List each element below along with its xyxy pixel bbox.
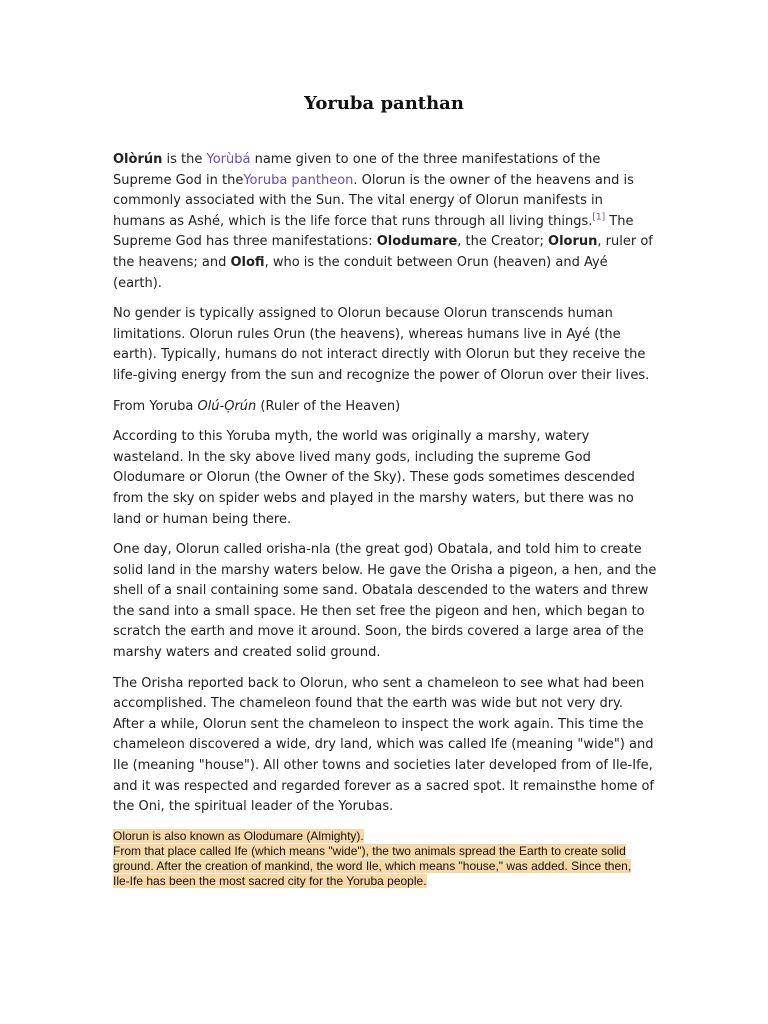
- text-run: (Ruler of the Heaven): [256, 398, 401, 414]
- page-title: Yoruba panthan: [304, 93, 464, 114]
- text-run: , who is the conduit between Orun (heaven) and Ayé (earth).: [113, 254, 608, 291]
- text-run: . Olorun is the owner of the heavens and is commonly associated with the Sun. The vital energy of Olorun manifests in humans as Ashé, which is the life force that runs through all living things.: [113, 172, 634, 229]
- reference-link[interactable]: [1]: [592, 212, 606, 223]
- highlighted-text: From that place called Ife (which means "wide"), the two animals spread the Earth to create solid ground. After the creation of mankind, the word Ile, which means "house," was added. Since then, Ile-Ife has been the most sacred city for the Yoruba people.: [113, 844, 632, 888]
- text-run: The Supreme God has three manifestations:: [113, 213, 634, 250]
- text-run: name given to one of the three manifestations of the Supreme God in the: [113, 152, 601, 188]
- text-run: , ruler of the heavens; and: [113, 234, 653, 270]
- text-run: From Yoruba: [113, 398, 198, 414]
- term-olodumare: Olodumare: [376, 234, 458, 250]
- term-olorun: Olòrún: [113, 152, 163, 167]
- term-olorun-ruler: Olorun: [548, 234, 598, 250]
- paragraph-etymology: [113, 397, 658, 418]
- highlighted-text: Olorun is also known as Olodumare (Almighty).: [113, 829, 364, 843]
- term-olofi: Olofi: [230, 254, 265, 270]
- highlight-line-2: [113, 844, 633, 889]
- highlight-line-1: [113, 829, 633, 844]
- paragraph-chameleon: The Orisha reported back to Olorun, who sent a chameleon to see what had been accomplished. The chameleon found that the earth was wide but not very dry. After a while, Olorun sent the chameleon to inspect the work again. This time the chameleon discovered a wide, dry land, which was called Ife (meaning "wide") and Ile (meaning "house"). All other towns and societies later developed from of Ile-Ife, and it was respected and regarded forever as a sacred spot. It remainsthe home of the Oni, the spiritual leader of the Yorubas.: [113, 675, 655, 815]
- paragraph-gender: No gender is typically assigned to Olorun because Olorun transcends human limitations. Olorun rules Orun (the heavens), whereas humans live in Ayé (the earth). Typically, humans do not interact directly with Olorun but they receive the life-giving energy from the sun and recognize the power of Olorun over their lives.: [113, 306, 650, 383]
- paragraph-myth: According to this Yoruba myth, the world was originally a marshy, watery wasteland. In the sky above lived many gods, including the supreme God Olodumare or Olorun (the Owner of the Sky). These gods sometimes descended from the sky on spider webs and played in the marshy waters, but there was no land or human being there.: [113, 429, 635, 527]
- link-yoruba-pantheon[interactable]: Yoruba pantheon: [243, 172, 354, 188]
- link-yoruba[interactable]: Yorùbá: [206, 152, 251, 167]
- text-run: , the Creator;: [457, 234, 549, 250]
- article-body: [113, 150, 658, 828]
- paragraph-intro: [113, 150, 658, 294]
- highlighted-note: [113, 829, 633, 889]
- text-run: is the: [162, 152, 207, 167]
- term-olu-orun: Olú-Ọrún: [197, 398, 257, 414]
- paragraph-obatala: One day, Olorun called orisha-nla (the great god) Obatala, and told him to create solid land in the marshy waters below. He gave the Orisha a pigeon, a hen, and the shell of a snail containing some sand. Obatala descended to the waters and threw the sand into a small space. He then set free the pigeon and hen, which began to scratch the earth and move it around. Soon, the birds covered a large area of the marshy waters and created solid ground.: [113, 542, 657, 661]
